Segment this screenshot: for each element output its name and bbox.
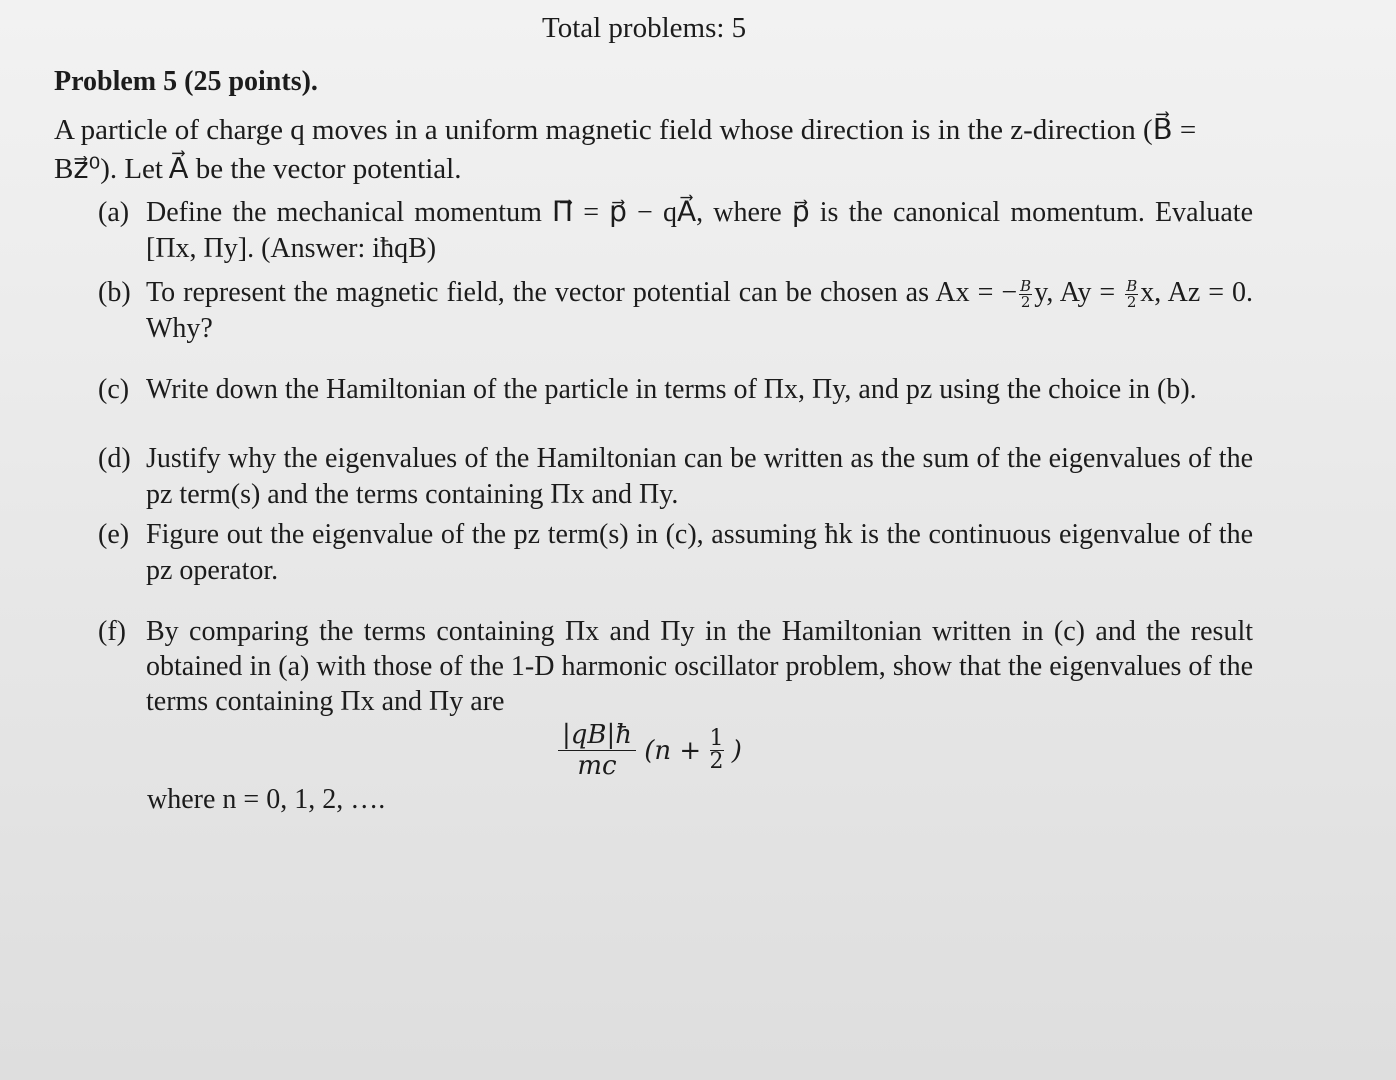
part-c-text: Write down the Hamiltonian of the particle in terms of Πx, Πy, and pz using the choice in (b). (146, 374, 1197, 405)
part-d (98, 441, 1253, 513)
problem-intro: A particle of charge q moves in a uniform magnetic field whose direction is in the z-direction (B⃗ = Bz⃗⁰). Let A⃗ be the vector potential. (54, 114, 1197, 185)
part-b-text-end: x, Az = 0. Why? (146, 277, 1254, 344)
fraction-denominator: 2 (1126, 293, 1137, 312)
part-e-label: (e) (98, 519, 130, 550)
part-b-fraction-1 (1019, 279, 1032, 310)
half-denominator: 2 (709, 749, 724, 774)
part-a-label: (a) (98, 197, 130, 228)
part-e (98, 517, 1253, 589)
formula-close: ) (731, 735, 742, 766)
part-b-text-mid: y, Ay = (1034, 277, 1124, 308)
half-numerator: 1 (709, 726, 724, 751)
part-c (98, 372, 1253, 408)
part-e-text: Figure out the eigenvalue of the pz term(s) in (c), assuming ħk is the continuous eigenvalue of the pz operator. (146, 519, 1253, 586)
fraction-numerator: B (1020, 277, 1032, 296)
total-problems-header: Total problems: 5 (542, 12, 747, 44)
fraction-numerator: B (1126, 277, 1138, 296)
fraction-denominator: 2 (1020, 293, 1031, 312)
formula-open: (n + (644, 735, 702, 766)
part-a (98, 195, 1253, 267)
eigenvalue-formula (558, 720, 742, 781)
part-d-label: (d) (98, 443, 131, 474)
part-b-label: (b) (98, 277, 131, 308)
problem-title: Problem 5 (25 points). (54, 66, 318, 97)
part-f-label: (f) (98, 616, 126, 647)
part-a-text: Define the mechanical momentum Π⃗ = p⃗ − qA⃗, where p⃗ is the canonical momentum. Evaluate [Πx, Πy]. (Answer: iħqB) (146, 197, 1253, 264)
formula-half (710, 728, 724, 773)
formula-fraction (558, 720, 636, 781)
part-b (98, 275, 1253, 347)
part-b-text (146, 275, 1253, 347)
part-f-text: By comparing the terms containing Πx and Πy in the Hamiltonian written in (c) and the result obtained in (a) with those of the 1-D harmonic oscillator problem, show that the eigenvalues of the terms containing Πx and Πy are (146, 616, 1253, 717)
part-c-label: (c) (98, 374, 130, 405)
formula-numerator: |qB|ħ (558, 720, 636, 751)
part-b-fraction-2 (1125, 279, 1138, 310)
part-f (98, 614, 1253, 719)
where-clause: where n = 0, 1, 2, …. (147, 784, 386, 815)
part-d-text: Justify why the eigenvalues of the Hamiltonian can be written as the sum of the eigenvalues of the pz term(s) and the terms containing Πx and Πy. (146, 443, 1253, 510)
formula-denominator: mc (577, 751, 617, 781)
part-b-text-start: To represent the magnetic field, the vector potential can be chosen as Ax = − (146, 277, 1018, 308)
